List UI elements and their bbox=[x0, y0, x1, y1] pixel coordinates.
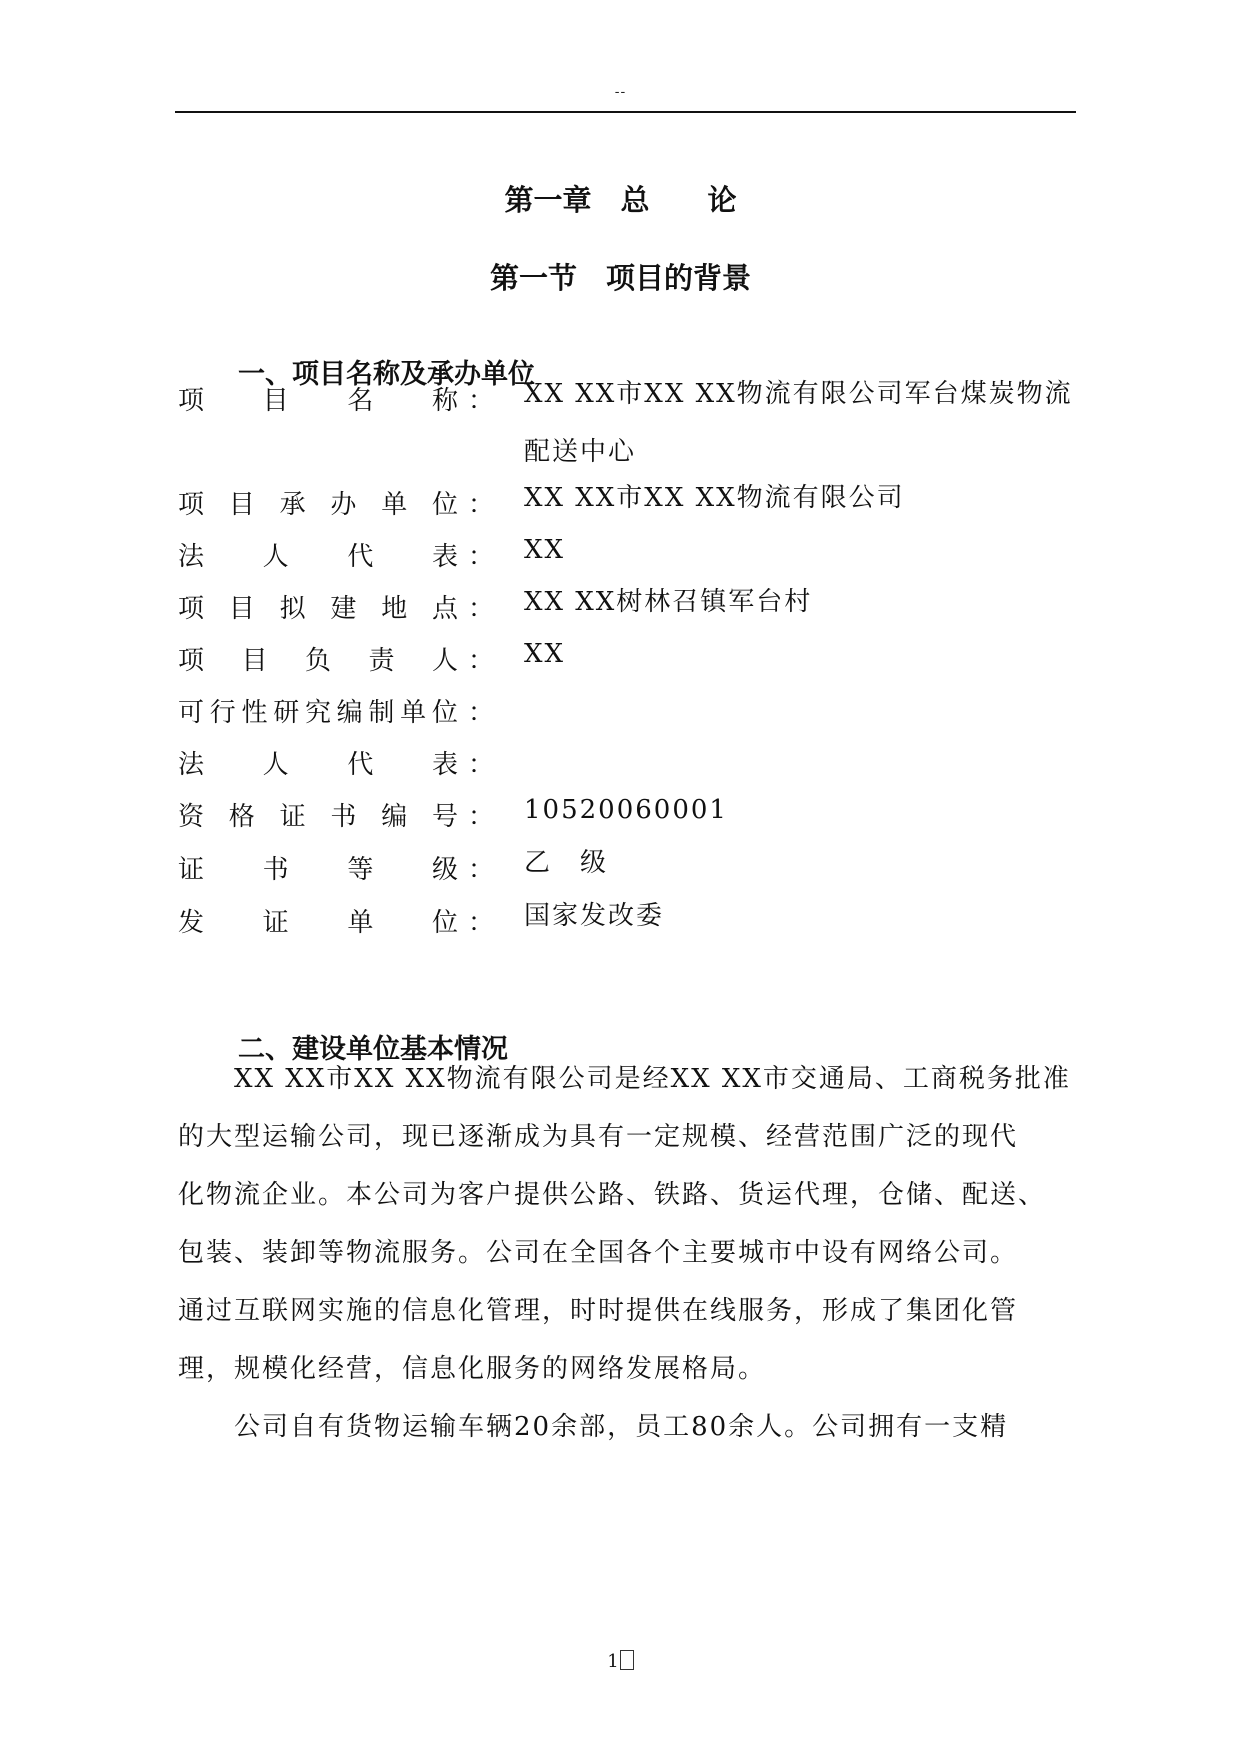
field-label-char: 建 bbox=[330, 594, 357, 624]
field-colon: ： bbox=[468, 490, 495, 520]
paragraph-line: 的大型运输公司，现已逐渐成为具有一定规模、经营范围广泛的现代 bbox=[178, 1122, 1019, 1152]
paragraph-line: 公司自有货物运输车辆20余部，员工80余人。公司拥有一支精 bbox=[178, 1412, 1009, 1442]
page-number bbox=[0, 1650, 1241, 1672]
field-colon: ： bbox=[468, 908, 495, 938]
field-label-char: 研 bbox=[273, 698, 300, 728]
header-rule bbox=[175, 111, 1076, 113]
field-colon: ： bbox=[468, 594, 495, 624]
field-label bbox=[178, 484, 458, 521]
field-colon: ： bbox=[468, 802, 495, 832]
field-label-char: 位 bbox=[431, 490, 458, 520]
field-label-char: 书 bbox=[330, 802, 357, 832]
field-label-char: 代 bbox=[347, 542, 374, 572]
field-label-char: 单 bbox=[347, 908, 374, 938]
field-label-char: 位 bbox=[431, 698, 458, 728]
field-label-char: 究 bbox=[304, 698, 331, 728]
field-value: XX XX市XX XX物流有限公司 bbox=[524, 483, 905, 513]
field-label-char: 级 bbox=[431, 855, 458, 885]
field-label bbox=[178, 796, 458, 833]
field-label-char: 人 bbox=[262, 542, 289, 572]
paragraph-line: 包装、装卸等物流服务。公司在全国各个主要城市中设有网络公司。 bbox=[178, 1238, 1019, 1268]
field-label-char: 代 bbox=[347, 750, 374, 780]
field-label-char: 等 bbox=[347, 855, 374, 885]
field-label bbox=[178, 849, 458, 886]
field-label-char: 性 bbox=[241, 698, 268, 728]
field-label bbox=[178, 536, 458, 573]
field-label-char: 人 bbox=[431, 646, 458, 676]
field-colon: ： bbox=[468, 542, 495, 572]
paragraph-line: XX XX市XX XX物流有限公司是经XX XX市交通局、工商税务批准 bbox=[178, 1064, 1071, 1094]
field-value: XX bbox=[524, 535, 566, 565]
field-value: XX XX市XX XX物流有限公司军台煤炭物流配送中心 bbox=[524, 379, 1073, 467]
field-label-char: 发 bbox=[178, 908, 205, 938]
field-label-char: 表 bbox=[431, 542, 458, 572]
field-value: 国家发改委 bbox=[524, 901, 665, 931]
field-label-char: 行 bbox=[209, 698, 236, 728]
field-label-char: 目 bbox=[241, 646, 268, 676]
paragraph-line: 理，规模化经营，信息化服务的网络发展格局。 bbox=[178, 1354, 767, 1384]
field-label-char: 项 bbox=[178, 646, 205, 676]
field-label-char: 法 bbox=[178, 542, 205, 572]
field-label bbox=[178, 744, 458, 781]
section-title: 第一节 项目的背景 bbox=[489, 261, 751, 295]
field-colon: ： bbox=[468, 750, 495, 780]
field-label-char: 格 bbox=[228, 802, 255, 832]
field-label-char: 负 bbox=[304, 646, 331, 676]
field-label-char: 办 bbox=[330, 490, 357, 520]
field-label bbox=[178, 588, 458, 625]
field-label-char: 拟 bbox=[279, 594, 306, 624]
field-label-char: 证 bbox=[279, 802, 306, 832]
heading-project-name: 一、项目名称及承办单位 bbox=[238, 359, 535, 390]
field-label-char: 号 bbox=[431, 802, 458, 832]
field-label-char: 可 bbox=[178, 698, 205, 728]
box-glyph-icon bbox=[620, 1650, 634, 1670]
field-value: XX bbox=[524, 639, 566, 669]
field-label-char: 法 bbox=[178, 750, 205, 780]
field-label-char: 位 bbox=[431, 908, 458, 938]
field-label-char: 承 bbox=[279, 490, 306, 520]
field-label-char: 目 bbox=[228, 594, 255, 624]
field-label bbox=[178, 380, 458, 417]
paragraph-line: 化物流企业。本公司为客户提供公路、铁路、货运代理，仓储、配送、 bbox=[178, 1180, 1047, 1210]
field-colon: ： bbox=[468, 855, 495, 885]
field-label-char: 书 bbox=[262, 855, 289, 885]
field-value: 10520060001 bbox=[524, 795, 728, 825]
field-label-char: 地 bbox=[381, 594, 408, 624]
field-label-char: 人 bbox=[262, 750, 289, 780]
page-number-text: 1 bbox=[607, 1651, 619, 1672]
field-label-char: 制 bbox=[368, 698, 395, 728]
field-label-char: 称 bbox=[431, 386, 458, 416]
page-header-mark: -- bbox=[614, 84, 627, 100]
field-label-char: 名 bbox=[347, 386, 374, 416]
field-label-char: 单 bbox=[381, 490, 408, 520]
paragraph-company-intro bbox=[178, 1050, 1088, 1398]
field-value: XX XX树林召镇军台村 bbox=[524, 587, 813, 617]
field-label-char: 编 bbox=[336, 698, 363, 728]
field-label-char: 资 bbox=[178, 802, 205, 832]
field-label-char: 项 bbox=[178, 490, 205, 520]
field-label-char: 证 bbox=[178, 855, 205, 885]
field-colon: ： bbox=[468, 386, 495, 416]
field-label bbox=[178, 692, 458, 729]
chapter-title: 第一章 总 论 bbox=[504, 183, 737, 217]
field-label-char: 目 bbox=[262, 386, 289, 416]
paragraph-company-assets bbox=[178, 1398, 1088, 1456]
field-label-char: 项 bbox=[178, 386, 205, 416]
field-label bbox=[178, 902, 458, 939]
field-value: 乙 级 bbox=[524, 848, 609, 878]
field-label-char: 项 bbox=[178, 594, 205, 624]
field-colon: ： bbox=[468, 646, 495, 676]
field-label-char: 点 bbox=[431, 594, 458, 624]
field-colon: ： bbox=[468, 698, 495, 728]
field-label-char: 编 bbox=[381, 802, 408, 832]
field-label-char: 表 bbox=[431, 750, 458, 780]
field-label bbox=[178, 640, 458, 677]
heading-company-info: 二、建设单位基本情况 bbox=[238, 1034, 508, 1065]
field-label-char: 责 bbox=[368, 646, 395, 676]
paragraph-line: 通过互联网实施的信息化管理，时时提供在线服务，形成了集团化管 bbox=[178, 1296, 1019, 1326]
field-label-char: 单 bbox=[400, 698, 427, 728]
field-label-char: 证 bbox=[262, 908, 289, 938]
field-label-char: 目 bbox=[228, 490, 255, 520]
